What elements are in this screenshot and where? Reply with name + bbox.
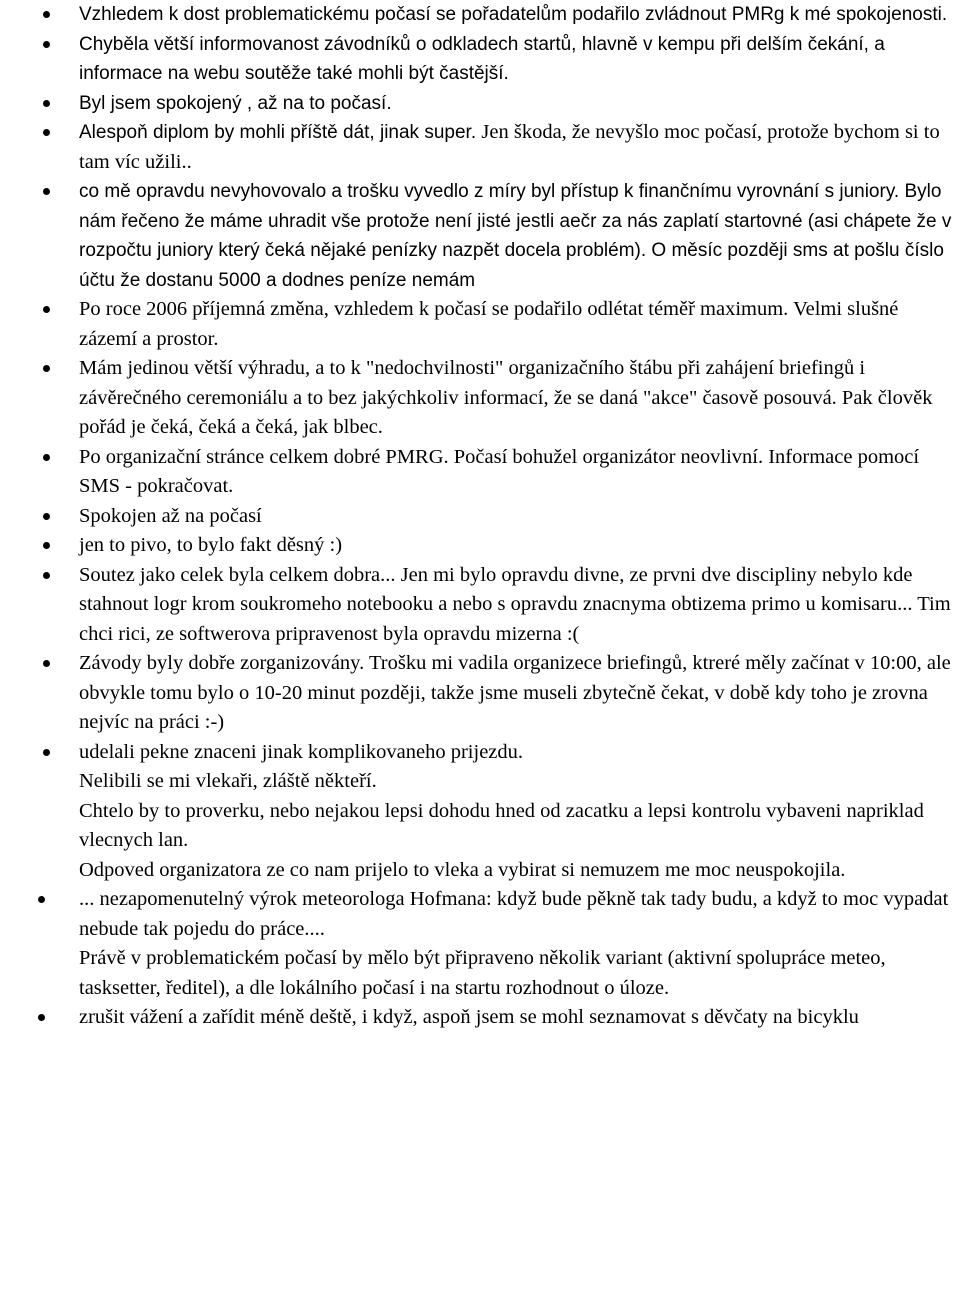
item-text: Jen škoda, že nevyšlo moc počasí, protože bychom si to tam víc užili..	[79, 121, 940, 173]
item-text: jen to pivo, to bylo fakt děsný :)	[79, 534, 343, 556]
list-item	[0, 649, 952, 738]
item-text: Alespoň diplom by mohli příště dát, jinak super.	[79, 122, 482, 143]
item-paragraph: Chtelo by to proverku, nebo nejakou lepsi dohodu hned od zacatku a lepsi kontrolu vybaveni napriklad vlecnych lan.	[79, 799, 924, 851]
bullet-icon	[43, 660, 50, 667]
item-text: O měsíc později sms at pošlu číslo účtu že dostanu 5000 a dodnes peníze nemám	[79, 240, 944, 291]
bullet-icon	[43, 306, 50, 313]
list-item	[0, 354, 952, 443]
bullet-icon	[43, 365, 50, 372]
item-paragraph: Odpoved organizatora ze co nam prijelo to vleka a vybirat si nemuzem me moc neuspokojila.	[79, 858, 846, 881]
item-text: Po organizační stránce celkem dobré PMRG. Počasí bohužel organizátor neovlivní. Informace pomocí SMS - pokračovat.	[79, 445, 920, 497]
item-text: Soutez jako celek byla celkem dobra... Jen mi bylo opravdu divne, ze prvni dve discipliny nebylo kde stahnout logr krom soukromeho notebooku a nebo s opravdu znacnyma obtizema primo u komisaru... Tim chci rici, ze softwerova pripravenost byla opravdu mizerna :(	[79, 563, 951, 645]
bullet-icon	[43, 542, 50, 549]
item-text: Mám jedinou větší výhradu, a to k "nedochvilnosti" organizačního štábu při zahájení briefingů i závěrečného ceremoniálu a to bez jakýchkoliv informací, že se daná "akce" časově posouvá. Pak člověk pořád je čeká, čeká a čeká, jak blbec.	[79, 357, 933, 438]
item-paragraph: udelali pekne znaceni jinak komplikovaneho prijezdu.	[79, 740, 524, 763]
item-text: co mě opravdu nevyhovovalo a trošku vyvedlo z míry byl přístup k finančnímu vyrovnání s juniory.	[79, 181, 905, 202]
bullet-icon	[43, 572, 50, 579]
item-text: Chyběla větší informovanost závodníků o odkladech startů, hlavně v kempu při delším čekání, a informace na webu soutěže také mohli být častější.	[79, 33, 885, 84]
bullet-icon	[43, 100, 50, 107]
list-item	[0, 0, 952, 30]
bullet-icon	[43, 188, 50, 195]
list-item	[0, 443, 952, 502]
list-item	[0, 561, 952, 650]
item-text: Vzhledem k dost problematickému počasí se pořadatelům podařilo zvládnout PMRg k mé spokojenosti.	[79, 4, 948, 25]
bullet-icon	[43, 454, 50, 461]
bullet-icon	[38, 1014, 45, 1021]
item-paragraph: ... nezapomenutelný výrok meteorologa Hofmana: když bude pěkně tak tady budu, a když to moc vypadat nebude tak pojedu do práce....	[79, 888, 949, 940]
list-item	[0, 885, 952, 1003]
list-item	[0, 177, 952, 295]
list-item	[0, 89, 952, 119]
item-text: Byl jsem spokojený , až na to počasí.	[79, 92, 392, 114]
item-text: Bylo nám řečeno že máme uhradit vše protože není jisté jestli aečr za nás zaplatí startovné (asi chápete že v rozpočtu juniory který čeká nějaké penízky nazpět docela problém).	[79, 181, 952, 261]
item-text: Po roce 2006 příjemná změna, vzhledem k počasí se podařilo odlétat téměř maximum. Velmi slušné zázemí a prostor.	[79, 298, 899, 350]
bullet-icon	[43, 41, 50, 48]
bullet-icon	[43, 129, 50, 136]
bullet-icon	[43, 749, 50, 756]
list-item	[0, 502, 952, 532]
item-paragraph: Právě v problematickém počasí by mělo být připraveno několik variant (aktivní spolupráce meteo, tasksetter, ředitel), a dle lokálního počasí i na startu rozhodnout o úloze.	[79, 947, 886, 999]
list-item	[0, 738, 952, 886]
list-item	[0, 118, 952, 177]
list-item	[0, 531, 952, 561]
item-text: zrušit vážení a zařídit méně deště, i když, aspoň jsem se mohl seznamovat s děvčaty na bicyklu	[79, 1006, 859, 1028]
list-item	[0, 295, 952, 354]
bullet-icon	[43, 513, 50, 520]
item-paragraph: Nelibili se mi vlekaři, zláště někteří.	[79, 770, 377, 792]
bullet-icon	[43, 11, 50, 18]
list-item	[0, 30, 952, 89]
bullet-icon	[38, 896, 45, 903]
item-text: Spokojen až na počasí	[79, 504, 262, 527]
item-text: Závody byly dobře zorganizovány. Trošku mi vadila organizece briefingů, ktreré měly začínat v 10:00, ale obvykle tomu bylo o 10-20 minut později, takže jsme museli zbytečně čekat, v době kdy toho je zrovna nejvíc na práci :-)	[79, 652, 951, 733]
list-item	[0, 1003, 952, 1033]
